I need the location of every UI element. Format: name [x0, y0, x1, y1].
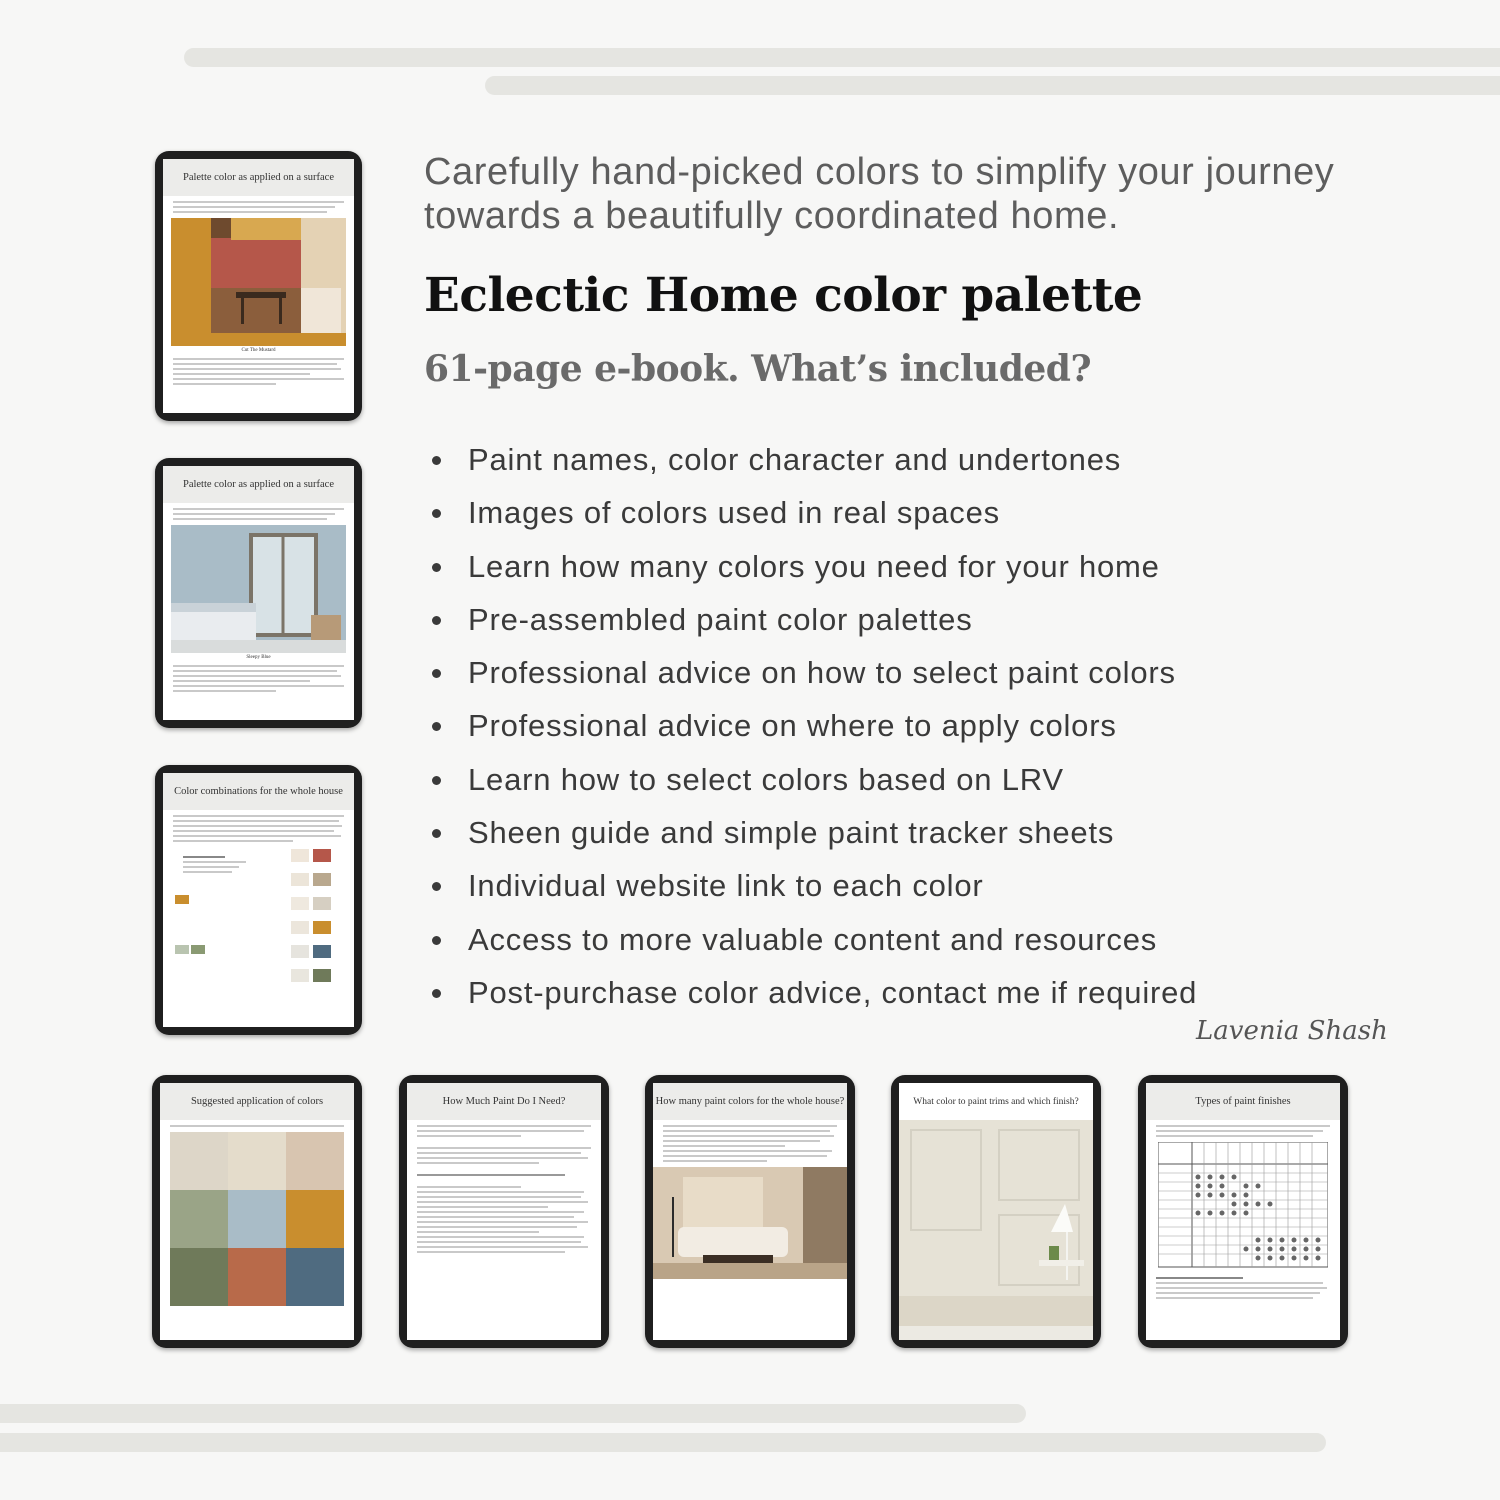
preview-text-lines	[170, 1125, 344, 1127]
preview-screen	[163, 773, 354, 1027]
color-swatch	[291, 849, 309, 862]
color-swatch	[313, 873, 331, 886]
bullet-icon	[432, 989, 441, 998]
decorative-stripe	[0, 1404, 1026, 1423]
feature-text: Learn how many colors you need for your home	[468, 548, 1160, 584]
feature-text: Individual website link to each color	[468, 868, 984, 904]
feature-text: Learn how to select colors based on LRV	[468, 761, 1064, 797]
preview-page-title: What color to paint trims and which finish?	[899, 1083, 1093, 1120]
preview-screen	[1146, 1083, 1340, 1340]
color-swatch	[175, 895, 189, 904]
feature-item	[430, 859, 1197, 912]
feature-item	[430, 593, 1197, 646]
color-swatch	[313, 969, 331, 982]
feature-item	[430, 646, 1197, 699]
preview-tablet-surface-blue	[155, 458, 362, 728]
bullet-icon	[432, 936, 441, 945]
preview-text-lines	[173, 201, 344, 213]
bullet-icon	[432, 616, 441, 625]
finishes-table	[1158, 1142, 1328, 1272]
preview-page-title: Suggested application of colors	[160, 1083, 354, 1120]
preview-tablet-trims	[891, 1075, 1101, 1348]
color-swatch	[291, 921, 309, 934]
feature-text: Professional advice on where to apply colors	[468, 708, 1117, 744]
bullet-icon	[432, 563, 441, 572]
swatch-grid	[163, 847, 354, 1007]
decorative-stripe	[184, 48, 1500, 67]
author-signature: Lavenia Shash	[1196, 1016, 1388, 1046]
preview-text-lines	[173, 508, 344, 520]
feature-item	[430, 540, 1197, 593]
bullet-icon	[432, 882, 441, 891]
feature-item	[430, 753, 1197, 806]
preview-color-caption: Sleepy Blue	[246, 655, 271, 660]
color-swatch	[291, 897, 309, 910]
preview-page-title: Types of paint finishes	[1146, 1083, 1340, 1120]
bullet-icon	[432, 722, 441, 731]
feature-text: Pre-assembled paint color palettes	[468, 601, 973, 637]
color-swatch	[313, 945, 331, 958]
preview-color-caption: Cut The Mustard	[241, 348, 276, 353]
preview-page-title: Palette color as applied on a surface	[163, 466, 354, 503]
color-swatch	[291, 969, 309, 982]
color-tile	[286, 1248, 344, 1306]
feature-item	[430, 806, 1197, 859]
preview-text-lines	[173, 815, 344, 842]
mustard-room-photo	[171, 218, 346, 346]
color-swatch	[175, 945, 189, 954]
bullet-icon	[432, 509, 441, 518]
feature-item	[430, 433, 1197, 486]
preview-tablet-how-many-colors	[645, 1075, 855, 1348]
feature-text: Professional advice on how to select paint colors	[468, 655, 1176, 691]
preview-screen	[653, 1083, 847, 1340]
preview-screen	[899, 1083, 1093, 1340]
preview-tablet-surface-mustard	[155, 151, 362, 421]
preview-text-lines	[1156, 1125, 1330, 1137]
preview-screen	[160, 1083, 354, 1340]
feature-item	[430, 966, 1197, 1019]
preview-tablet-combinations	[155, 765, 362, 1035]
color-swatch	[191, 945, 205, 954]
color-tile	[170, 1190, 228, 1248]
feature-text: Paint names, color character and undertones	[468, 442, 1122, 477]
feature-item	[430, 699, 1197, 752]
preview-text-lines	[1156, 1277, 1330, 1299]
preview-screen	[163, 159, 354, 413]
preview-page-title: How Much Paint Do I Need?	[407, 1083, 601, 1120]
preview-screen	[163, 466, 354, 720]
decorative-stripe	[485, 76, 1500, 95]
color-tile	[170, 1132, 228, 1190]
headline: Carefully hand-picked colors to simplify your journey towards a beautifully coordinated home.	[424, 151, 1335, 237]
page-subtitle: 61-page e-book. What’s included?	[424, 348, 1092, 390]
preview-text-lines	[173, 358, 344, 385]
preview-page-title: Color combinations for the whole house	[163, 773, 354, 810]
color-application-grid	[170, 1132, 344, 1306]
decorative-stripe	[0, 1433, 1326, 1452]
preview-tablet-application	[152, 1075, 362, 1348]
feature-item	[430, 913, 1197, 966]
color-tile	[286, 1132, 344, 1190]
preview-tablet-paint-amount	[399, 1075, 609, 1348]
color-tile	[170, 1248, 228, 1306]
feature-list	[430, 433, 1197, 1019]
bullet-icon	[432, 829, 441, 838]
color-swatch	[291, 945, 309, 958]
preview-page-title: Palette color as applied on a surface	[163, 159, 354, 196]
white-room-photo	[899, 1120, 1093, 1326]
color-tile	[228, 1248, 286, 1306]
color-swatch	[313, 897, 331, 910]
preview-tablet-finishes	[1138, 1075, 1348, 1348]
bullet-icon	[432, 776, 441, 785]
preview-page-title: How many paint colors for the whole house?	[653, 1083, 847, 1120]
color-swatch	[291, 873, 309, 886]
feature-item	[430, 486, 1197, 539]
color-swatch	[313, 849, 331, 862]
bullet-icon	[432, 456, 441, 465]
bullet-icon	[432, 669, 441, 678]
preview-screen	[407, 1083, 601, 1340]
preview-text-lines	[173, 665, 344, 692]
color-tile	[228, 1190, 286, 1248]
feature-text: Access to more valuable content and resources	[468, 921, 1158, 957]
preview-text-lines	[663, 1125, 837, 1162]
blue-bedroom-photo	[171, 525, 346, 653]
page-title: Eclectic Home color palette	[424, 268, 1143, 323]
color-tile	[286, 1190, 344, 1248]
feature-text: Images of colors used in real spaces	[468, 495, 1000, 531]
color-swatch	[313, 921, 331, 934]
feature-text: Sheen guide and simple paint tracker sheets	[468, 815, 1115, 851]
preview-text-lines	[417, 1125, 591, 1253]
living-room-photo	[653, 1167, 847, 1279]
feature-text: Post-purchase color advice, contact me if required	[468, 974, 1198, 1010]
color-tile	[228, 1132, 286, 1190]
